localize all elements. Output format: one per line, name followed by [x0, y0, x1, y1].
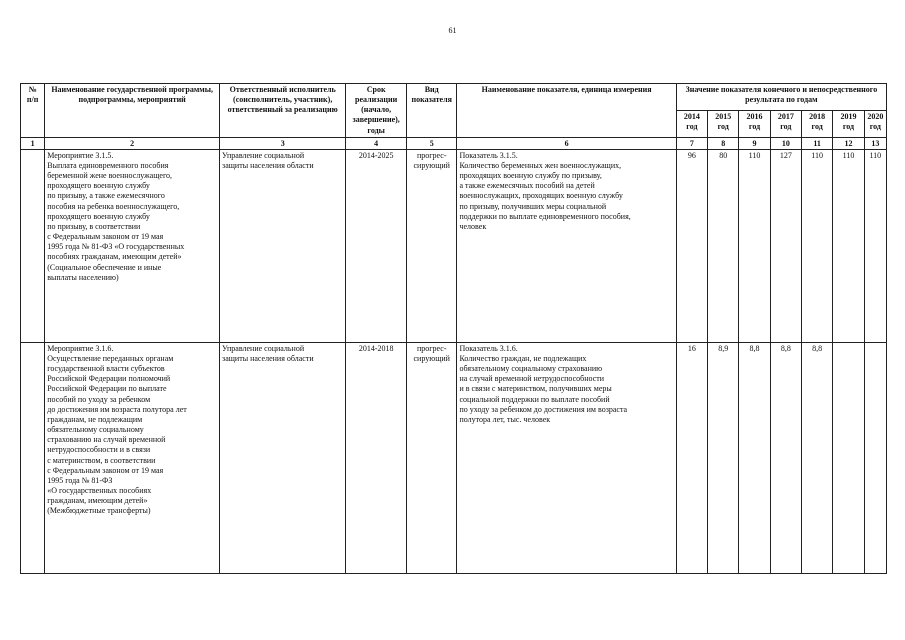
value-cell — [864, 342, 886, 573]
value-cell: 110 — [864, 149, 886, 342]
column-number-row — [21, 137, 887, 149]
indicator-kind: прогрес- сирующий — [406, 149, 457, 342]
header-year: 2014 год — [676, 110, 707, 137]
term: 2014-2018 — [346, 342, 407, 573]
measure-name: Мероприятие 3.1.6. Осуществление переданных органам государственной власти субъектов Российской Федерации полномочий Российской Федерации по выплате пособий по уходу за ребенком до достижения им возраста полутора лет гражданам, не подлежащим обязательному социальному страхованию на случай временной нетрудоспособности и в связи с материнством, в соответствии с Федеральным законом от 19 мая 1995 года № 81-ФЗ «О государственных пособиях гражданам, имеющим детей» (Межбюджетные трансферты) — [45, 342, 220, 573]
column-number: 4 — [346, 137, 407, 149]
column-number: 5 — [406, 137, 457, 149]
column-number: 13 — [864, 137, 886, 149]
executor: Управление социальной защиты населения области — [220, 149, 346, 342]
header-year: 2015 год — [708, 110, 739, 137]
value-cell: 110 — [739, 149, 770, 342]
column-number: 7 — [676, 137, 707, 149]
value-cell: 80 — [708, 149, 739, 342]
value-cell: 8,8 — [770, 342, 801, 573]
header-year: 2017 год — [770, 110, 801, 137]
column-number: 12 — [833, 137, 864, 149]
term: 2014-2025 — [346, 149, 407, 342]
page-number: 61 — [448, 26, 457, 35]
row-num — [21, 149, 45, 342]
value-cell: 110 — [802, 149, 833, 342]
value-cell — [833, 342, 864, 573]
value-cell: 127 — [770, 149, 801, 342]
header-term: Срок реализации (начало, завершение), годы — [346, 84, 407, 138]
measure-name: Мероприятие 3.1.5. Выплата единовременного пособия беременной жене военнослужащего, проходящего военную службу по призыву, а также ежемесячного пособия на ребенка военнослужащего, проходящего военную службу по призыву, в соответствии с Федеральным законом от 19 мая 1995 года № 81-ФЗ «О государственных пособиях гражданам, имеющим детей» (Социальное обеспечение и иные выплаты населению) — [45, 149, 220, 342]
column-number: 10 — [770, 137, 801, 149]
header-name: Наименование государственной программы, подпрограммы, мероприятий — [45, 84, 220, 138]
program-table — [20, 83, 887, 574]
header-indicator: Наименование показателя, единица измерения — [457, 84, 676, 138]
header-year: 2018 год — [802, 110, 833, 137]
value-cell: 8,8 — [802, 342, 833, 573]
header-kind: Вид показателя — [406, 84, 457, 138]
value-cell: 110 — [833, 149, 864, 342]
indicator-kind: прогрес- сирующий — [406, 342, 457, 573]
column-number: 11 — [802, 137, 833, 149]
header-year: 2019 год — [833, 110, 864, 137]
header-executor: Ответственный исполнитель (соисполнитель, участник), ответственный за реализацию — [220, 84, 346, 138]
value-cell: 8,8 — [739, 342, 770, 573]
value-cell: 8,9 — [708, 342, 739, 573]
value-cell: 16 — [676, 342, 707, 573]
header-values-group: Значение показателя конечного и непосредственного результата по годам — [676, 84, 886, 111]
table-row — [21, 149, 887, 342]
column-number: 9 — [739, 137, 770, 149]
header-year: 2016 год — [739, 110, 770, 137]
value-cell: 96 — [676, 149, 707, 342]
column-number: 2 — [45, 137, 220, 149]
indicator-name: Показатель 3.1.6. Количество граждан, не подлежащих обязательному социальному страхованию на случай временной нетрудоспособности и в связи с материнством, получивших меры социальной поддержки по выплате пособий по уходу за ребенком до достижения им возраста полутора лет, тыс. человек — [457, 342, 676, 573]
column-number: 3 — [220, 137, 346, 149]
column-number: 1 — [21, 137, 45, 149]
executor: Управление социальной защиты населения области — [220, 342, 346, 573]
column-number: 8 — [708, 137, 739, 149]
row-num — [21, 342, 45, 573]
header-num: № п/п — [21, 84, 45, 138]
header-year: 2020 год — [864, 110, 886, 137]
indicator-name: Показатель 3.1.5. Количество беременных жен военнослужащих, проходящих военную службу по призыву, а также ежемесячных пособий на детей военнослужащих, проходящих военную службу по призыву, получивших меры социальной поддержки по выплате единовременного пособия, человек — [457, 149, 676, 342]
table-row — [21, 342, 887, 573]
column-number: 6 — [457, 137, 676, 149]
